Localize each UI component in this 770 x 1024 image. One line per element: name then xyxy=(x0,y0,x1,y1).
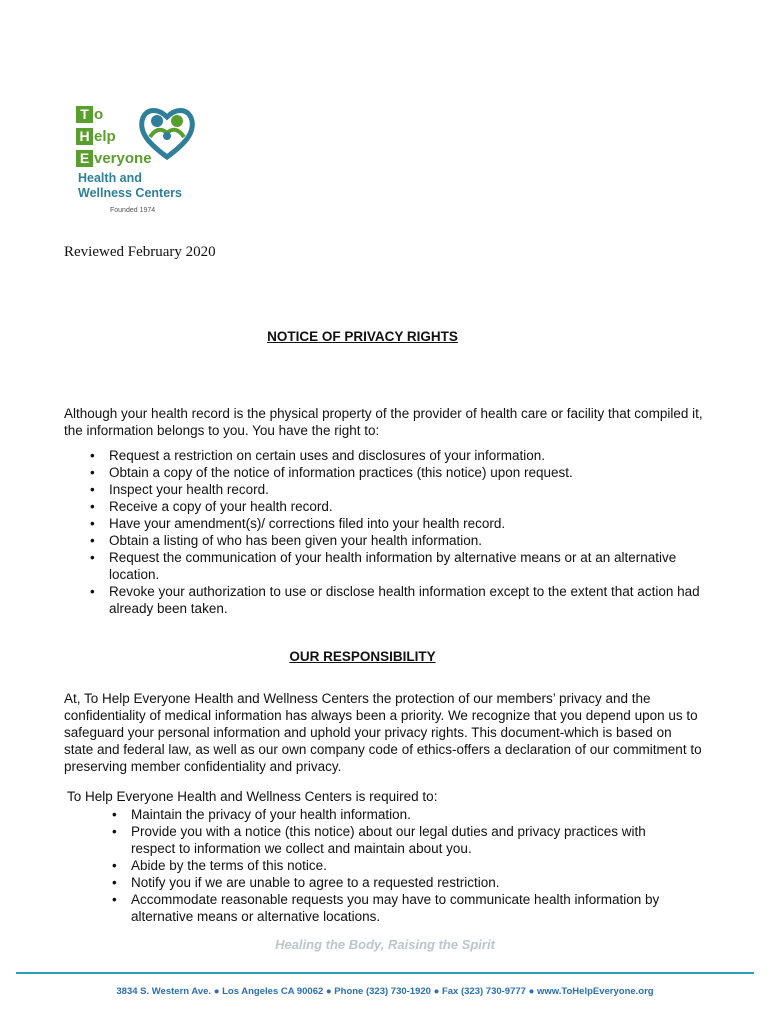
list-item: • Abide by the terms of this notice. xyxy=(109,857,689,874)
list-item: • Obtain a listing of who has been given your health information. xyxy=(87,532,707,549)
list-item: • Maintain the privacy of your health information. xyxy=(109,806,689,823)
responsibility-title: OUR RESPONSIBILITY xyxy=(289,649,436,664)
organization-logo xyxy=(76,103,206,218)
responsibility-paragraph: At, To Help Everyone Health and Wellness Centers the protection of our members’ privacy and the confidentiality of medical information has always been a priority. We recognize that you depend upon us to safeguard your personal information and uphold your privacy rights. This document-which is based on state and federal law, as well as our own company code of ethics-offers a declaration of our commitment to preserving member confidentiality and privacy. xyxy=(64,691,702,774)
list-item: • Have your amendment(s)/ corrections filed into your health record. xyxy=(87,515,707,532)
requirements-intro: To Help Everyone Health and Wellness Centers is required to: xyxy=(67,789,438,804)
rights-list xyxy=(87,447,707,617)
list-item: • Obtain a copy of the notice of information practices (this notice) upon request. xyxy=(87,464,707,481)
heart-people-icon xyxy=(138,103,196,161)
logo-word-rest: veryone xyxy=(94,149,152,167)
logo-initial: H xyxy=(76,128,93,145)
logo-word-rest: elp xyxy=(94,127,116,145)
footer-contact: 3834 S. Western Ave. ● Los Angeles CA 90062 ● Phone (323) 730-1920 ● Fax (323) 730-9777 ● www.ToHelpEveryone.org xyxy=(116,986,654,997)
notice-title: NOTICE OF PRIVACY RIGHTS xyxy=(267,329,458,344)
intro-paragraph: Although your health record is the physical property of the provider of health care or facility that compiled it, the information belongs to you. You have the right to: xyxy=(64,406,703,438)
slogan: Healing the Body, Raising the Spirit xyxy=(275,937,495,952)
logo-line-2: Wellness Centers xyxy=(78,186,182,200)
logo-initial: E xyxy=(76,150,93,167)
logo-founded: Founded 1974 xyxy=(110,207,156,214)
list-item: • Request the communication of your health information by alternative means or at an alternative location. xyxy=(87,549,707,583)
requirements-list xyxy=(109,806,689,925)
list-item: • Notify you if we are unable to agree to a requested restriction. xyxy=(109,874,689,891)
logo-line-1: Health and xyxy=(78,171,142,185)
logo-initial: T xyxy=(76,106,93,123)
list-item: • Request a restriction on certain uses and disclosures of your information. xyxy=(87,447,707,464)
list-item: • Inspect your health record. xyxy=(87,481,707,498)
list-item: • Accommodate reasonable requests you may have to communicate health information by alternative means or alternative locations. xyxy=(109,891,689,925)
footer-divider xyxy=(16,972,754,974)
logo-word-rest: o xyxy=(94,105,104,123)
list-item: • Revoke your authorization to use or disclose health information except to the extent that action had already been taken. xyxy=(87,583,707,617)
list-item: • Receive a copy of your health record. xyxy=(87,498,707,515)
reviewed-date: Reviewed February 2020 xyxy=(64,244,216,260)
list-item: • Provide you with a notice (this notice) about our legal duties and privacy practices with respect to information we collect and maintain about you. xyxy=(109,823,689,857)
logo-subtitle xyxy=(78,171,182,201)
